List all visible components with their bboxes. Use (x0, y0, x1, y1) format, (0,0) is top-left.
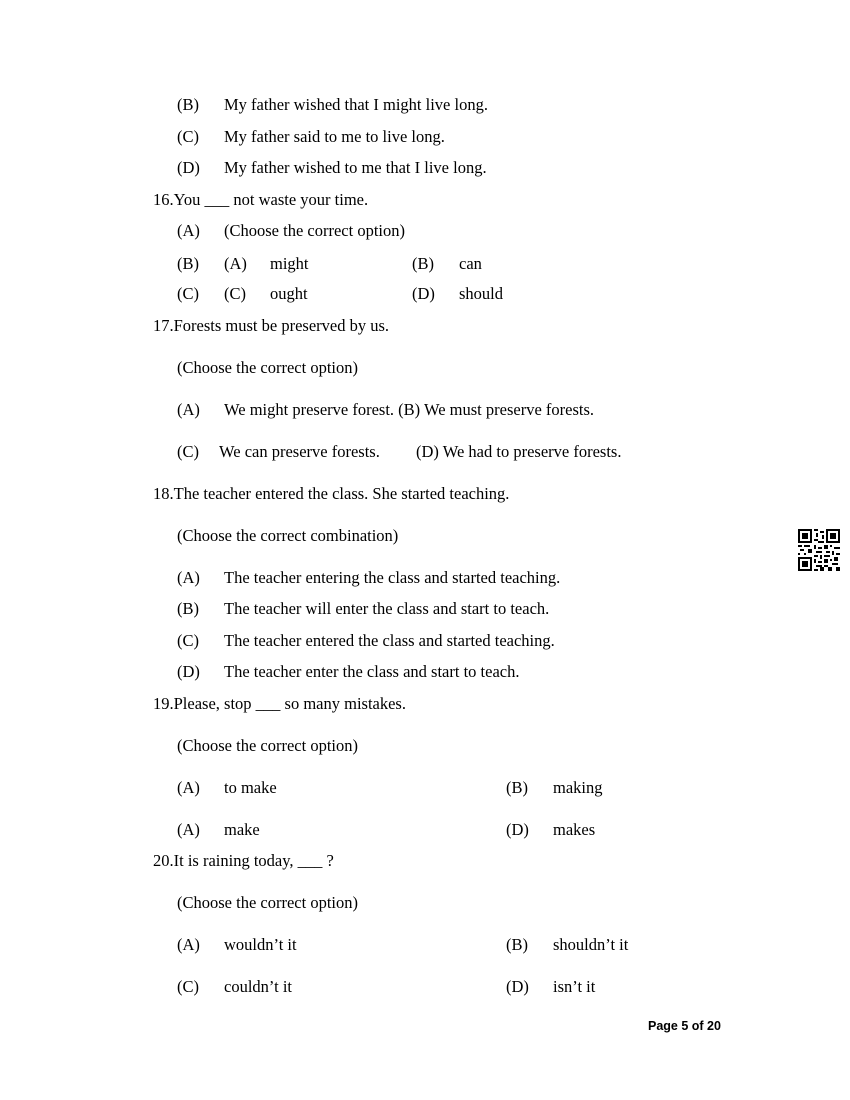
q20-option-b-label: (B) (506, 935, 528, 954)
q16-row3-opt2-label: (D) (412, 284, 435, 303)
q18-question: 18.The teacher entered the class. She started teaching. (153, 484, 510, 503)
q19-option-a-text: to make (224, 778, 277, 797)
q20-option-b-text: shouldn’t it (553, 935, 629, 954)
q19-option-c-label: (A) (177, 820, 200, 839)
q19-option-c-text: make (224, 820, 260, 839)
q15-option-d-label: (D) (177, 158, 200, 177)
q17-option-a-label: (A) (177, 400, 200, 419)
q19-question: 19.Please, stop ___ so many mistakes. (153, 694, 406, 713)
q16-question: 16.You ___ not waste your time. (153, 190, 369, 209)
q17-instruction: (Choose the correct option) (177, 358, 358, 377)
q17-option-c-text: We can preserve forests. (219, 442, 380, 461)
q19-option-a-label: (A) (177, 778, 200, 797)
q20-instruction: (Choose the correct option) (177, 893, 358, 912)
q15-option-c-text: My father said to me to live long. (224, 127, 445, 146)
q19-option-d-label: (D) (506, 820, 529, 839)
q19-option-b-label: (B) (506, 778, 528, 797)
q20-option-d-label: (D) (506, 977, 529, 996)
q18-option-c-label: (C) (177, 631, 199, 650)
q16-row2-opt1-text: might (270, 254, 309, 273)
q19-option-d-text: makes (553, 820, 596, 839)
q18-option-a-text: The teacher entering the class and started teaching. (224, 568, 561, 587)
q16-row2-opt1-label: (A) (224, 254, 247, 273)
page-number: Page 5 of 20 (648, 1019, 721, 1033)
qr-code-icon (798, 529, 840, 571)
q17-option-c-label: (C) (177, 442, 199, 461)
q15-option-d-text: My father wished to me that I live long. (224, 158, 487, 177)
q16-row2-opt2-text: can (459, 254, 482, 273)
q17-question: 17.Forests must be preserved by us. (153, 316, 390, 335)
q20-question: 20.It is raining today, ___ ? (153, 851, 334, 870)
q20-option-c-label: (C) (177, 977, 199, 996)
q18-option-d-label: (D) (177, 662, 200, 681)
q16-row1-text: (Choose the correct option) (224, 221, 405, 240)
q20-option-a-label: (A) (177, 935, 200, 954)
q19-instruction: (Choose the correct option) (177, 736, 358, 755)
q18-option-b-text: The teacher will enter the class and start to teach. (224, 599, 550, 618)
q16-row3-opt2-text: should (459, 284, 504, 303)
q16-row1-label: (A) (177, 221, 200, 240)
q15-option-b-label: (B) (177, 95, 199, 114)
q17-option-a-text: We might preserve forest. (B) We must preserve forests. (224, 400, 595, 419)
q18-option-c-text: The teacher entered the class and started teaching. (224, 631, 555, 650)
q18-option-a-label: (A) (177, 568, 200, 587)
q15-option-c-label: (C) (177, 127, 199, 146)
q15-option-b-text: My father wished that I might live long. (224, 95, 488, 114)
q16-row3-opt1-text: ought (270, 284, 308, 303)
q16-row2-opt2-label: (B) (412, 254, 434, 273)
q16-row3-opt1-label: (C) (224, 284, 246, 303)
q20-option-d-text: isn’t it (553, 977, 596, 996)
q19-option-b-text: making (553, 778, 603, 797)
q16-row2-label: (B) (177, 254, 199, 273)
q16-row3-label: (C) (177, 284, 199, 303)
q18-option-d-text: The teacher enter the class and start to teach. (224, 662, 520, 681)
q20-option-a-text: wouldn’t it (224, 935, 297, 954)
q18-option-b-label: (B) (177, 599, 199, 618)
q20-option-c-text: couldn’t it (224, 977, 292, 996)
q18-instruction: (Choose the correct combination) (177, 526, 399, 545)
q17-option-d-text: (D) We had to preserve forests. (416, 442, 622, 461)
